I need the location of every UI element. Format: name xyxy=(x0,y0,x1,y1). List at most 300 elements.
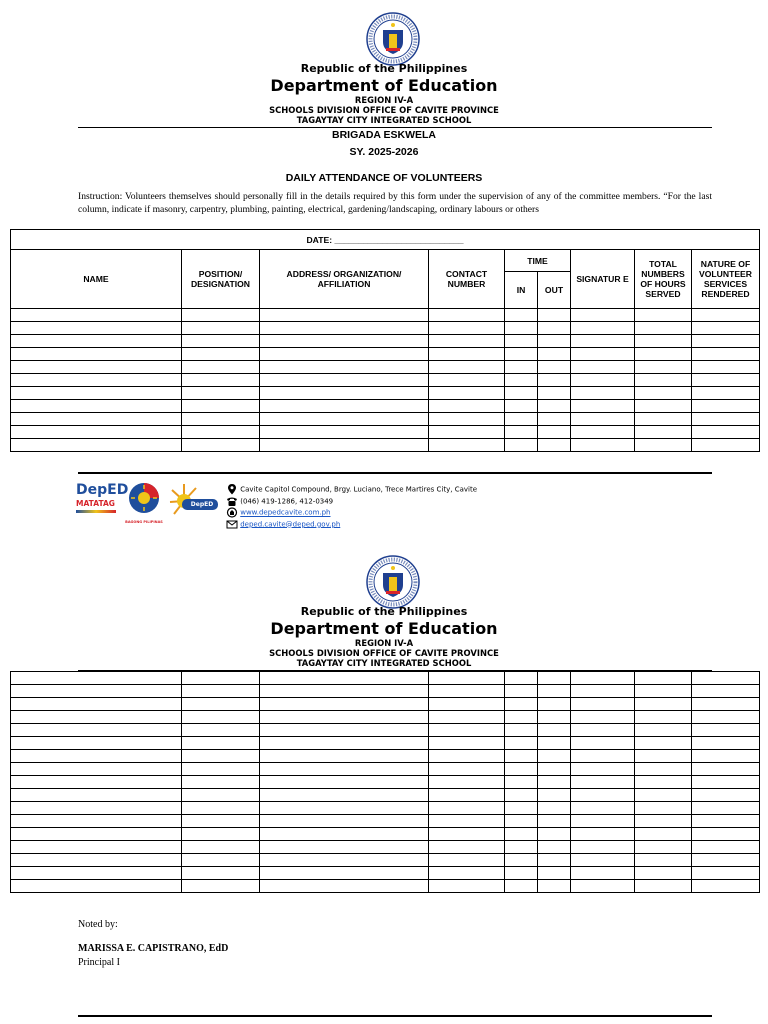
table-cell[interactable] xyxy=(538,854,571,867)
table-cell[interactable] xyxy=(11,763,182,776)
table-cell[interactable] xyxy=(571,880,635,893)
table-cell[interactable] xyxy=(182,439,260,452)
page2-table-row xyxy=(11,854,760,867)
table-cell[interactable] xyxy=(538,789,571,802)
table-cell[interactable] xyxy=(11,815,182,828)
table-cell[interactable] xyxy=(635,711,692,724)
table-cell[interactable] xyxy=(182,361,260,374)
table-cell[interactable] xyxy=(571,400,635,413)
table-cell[interactable] xyxy=(538,724,571,737)
table-cell[interactable] xyxy=(635,426,692,439)
table-cell[interactable] xyxy=(429,854,505,867)
table-cell[interactable] xyxy=(505,672,538,685)
table-cell[interactable] xyxy=(571,387,635,400)
table-cell[interactable] xyxy=(538,802,571,815)
table-cell[interactable] xyxy=(692,335,760,348)
table-cell[interactable] xyxy=(635,361,692,374)
table-cell[interactable] xyxy=(182,737,260,750)
table-cell[interactable] xyxy=(635,854,692,867)
table-cell[interactable] xyxy=(182,698,260,711)
date-cell[interactable] xyxy=(11,230,760,250)
table-cell[interactable] xyxy=(538,374,571,387)
table-cell[interactable] xyxy=(260,880,429,893)
table-cell[interactable] xyxy=(182,322,260,335)
table-cell[interactable] xyxy=(692,815,760,828)
table-cell[interactable] xyxy=(571,763,635,776)
table-cell[interactable] xyxy=(182,750,260,763)
table-cell[interactable] xyxy=(692,711,760,724)
table-cell[interactable] xyxy=(635,789,692,802)
table-cell[interactable] xyxy=(11,880,182,893)
table-cell[interactable] xyxy=(429,348,505,361)
table-cell[interactable] xyxy=(260,802,429,815)
table-cell[interactable] xyxy=(429,439,505,452)
table-cell[interactable] xyxy=(182,776,260,789)
footer-email-link[interactable]: deped.cavite@deped.gov.ph xyxy=(240,520,341,528)
table-cell[interactable] xyxy=(429,361,505,374)
table-cell[interactable] xyxy=(182,711,260,724)
table-cell[interactable] xyxy=(635,400,692,413)
table-cell[interactable] xyxy=(505,698,538,711)
header-time: TIME xyxy=(505,250,571,272)
table-cell[interactable] xyxy=(635,867,692,880)
table-cell[interactable] xyxy=(429,387,505,400)
table-cell[interactable] xyxy=(182,828,260,841)
table-cell[interactable] xyxy=(571,828,635,841)
table-cell[interactable] xyxy=(571,335,635,348)
page2-table-row xyxy=(11,750,760,763)
table-cell[interactable] xyxy=(260,685,429,698)
table-cell[interactable] xyxy=(429,828,505,841)
table-cell[interactable] xyxy=(260,439,429,452)
table-cell[interactable] xyxy=(571,841,635,854)
page2-table-row xyxy=(11,672,760,685)
table-cell[interactable] xyxy=(260,374,429,387)
table-cell[interactable] xyxy=(260,776,429,789)
table-cell[interactable] xyxy=(571,802,635,815)
table-cell[interactable] xyxy=(11,724,182,737)
table-cell[interactable] xyxy=(635,322,692,335)
table-cell[interactable] xyxy=(692,867,760,880)
table-cell[interactable] xyxy=(429,698,505,711)
table-cell[interactable] xyxy=(11,309,182,322)
table-cell[interactable] xyxy=(260,426,429,439)
table-cell[interactable] xyxy=(429,413,505,426)
table-cell[interactable] xyxy=(538,413,571,426)
table-cell[interactable] xyxy=(571,374,635,387)
principal-title: Principal I xyxy=(78,957,120,968)
table-cell[interactable] xyxy=(571,724,635,737)
table-cell[interactable] xyxy=(505,361,538,374)
table-cell[interactable] xyxy=(505,374,538,387)
table-cell[interactable] xyxy=(505,724,538,737)
table-cell[interactable] xyxy=(260,335,429,348)
footer-website-link[interactable]: www.depedcavite.com.ph xyxy=(240,508,331,517)
table-cell[interactable] xyxy=(11,711,182,724)
table-cell[interactable] xyxy=(538,776,571,789)
table-cell[interactable] xyxy=(182,763,260,776)
table-cell[interactable] xyxy=(260,815,429,828)
table-cell[interactable] xyxy=(635,374,692,387)
table-cell[interactable] xyxy=(505,348,538,361)
table-cell[interactable] xyxy=(538,880,571,893)
table-cell[interactable] xyxy=(692,802,760,815)
table-cell[interactable] xyxy=(505,776,538,789)
table-cell[interactable] xyxy=(692,880,760,893)
table-cell[interactable] xyxy=(635,387,692,400)
table-cell[interactable] xyxy=(11,361,182,374)
page1-table-row xyxy=(11,439,760,452)
page2-table-row xyxy=(11,776,760,789)
table-cell[interactable] xyxy=(692,413,760,426)
table-cell[interactable] xyxy=(692,737,760,750)
table-cell[interactable] xyxy=(11,828,182,841)
table-cell[interactable] xyxy=(692,387,760,400)
table-cell[interactable] xyxy=(11,737,182,750)
table-cell[interactable] xyxy=(11,776,182,789)
header-address: ADDRESS/ ORGANIZATION/ AFFILIATION xyxy=(260,250,429,309)
table-cell[interactable] xyxy=(11,854,182,867)
table-cell[interactable] xyxy=(429,841,505,854)
table-cell[interactable] xyxy=(538,348,571,361)
footer-address: Cavite Capitol Compound, Brgy. Luciano, Trece Martires City, Cavite xyxy=(240,485,478,494)
table-cell[interactable] xyxy=(182,854,260,867)
table-cell[interactable] xyxy=(571,413,635,426)
table-cell[interactable] xyxy=(260,841,429,854)
table-cell[interactable] xyxy=(505,737,538,750)
table-cell[interactable] xyxy=(538,672,571,685)
table-cell[interactable] xyxy=(11,426,182,439)
table-cell[interactable] xyxy=(571,737,635,750)
page1-table-row xyxy=(11,426,760,439)
header-time-in: IN xyxy=(505,272,538,309)
table-cell[interactable] xyxy=(635,413,692,426)
table-cell[interactable] xyxy=(692,698,760,711)
table-cell[interactable] xyxy=(635,439,692,452)
table-cell[interactable] xyxy=(538,426,571,439)
table-cell[interactable] xyxy=(505,789,538,802)
table-cell[interactable] xyxy=(635,685,692,698)
table-cell[interactable] xyxy=(538,685,571,698)
school-label: TAGAYTAY CITY INTEGRATED SCHOOL xyxy=(296,115,472,125)
bagong-pilipinas-logo xyxy=(122,480,166,524)
table-cell[interactable] xyxy=(505,387,538,400)
table-cell[interactable] xyxy=(429,724,505,737)
table-cell[interactable] xyxy=(571,672,635,685)
table-cell[interactable] xyxy=(635,724,692,737)
table-cell[interactable] xyxy=(538,815,571,828)
table-cell[interactable] xyxy=(538,841,571,854)
page2-table-row xyxy=(11,789,760,802)
bottom-footer-divider xyxy=(78,1015,712,1017)
table-cell[interactable] xyxy=(538,711,571,724)
table-cell[interactable] xyxy=(635,672,692,685)
footer-contact-block xyxy=(226,484,477,530)
table-cell[interactable] xyxy=(505,335,538,348)
table-cell[interactable] xyxy=(11,685,182,698)
table-cell[interactable] xyxy=(260,867,429,880)
table-cell[interactable] xyxy=(635,841,692,854)
table-cell[interactable] xyxy=(571,776,635,789)
table-cell[interactable] xyxy=(692,361,760,374)
page2-table-row xyxy=(11,711,760,724)
table-cell[interactable] xyxy=(429,867,505,880)
table-cell[interactable] xyxy=(692,672,760,685)
page1-table-row xyxy=(11,400,760,413)
table-cell[interactable] xyxy=(182,789,260,802)
footer-phone-row xyxy=(226,496,477,508)
table-cell[interactable] xyxy=(635,737,692,750)
table-cell[interactable] xyxy=(538,387,571,400)
table-cell[interactable] xyxy=(571,309,635,322)
table-cell[interactable] xyxy=(11,335,182,348)
header-contact: CONTACT NUMBER xyxy=(429,250,505,309)
table-cell[interactable] xyxy=(11,841,182,854)
table-cell[interactable] xyxy=(260,698,429,711)
table-cell[interactable] xyxy=(571,789,635,802)
table-cell[interactable] xyxy=(692,439,760,452)
footer-email-row xyxy=(226,519,477,531)
table-cell[interactable] xyxy=(635,880,692,893)
table-cell[interactable] xyxy=(571,685,635,698)
table-cell[interactable] xyxy=(11,750,182,763)
table-cell[interactable] xyxy=(11,802,182,815)
table-cell[interactable] xyxy=(182,374,260,387)
table-cell[interactable] xyxy=(635,698,692,711)
table-cell[interactable] xyxy=(571,867,635,880)
table-cell[interactable] xyxy=(692,348,760,361)
table-cell[interactable] xyxy=(11,413,182,426)
table-cell[interactable] xyxy=(260,711,429,724)
table-cell[interactable] xyxy=(429,750,505,763)
table-cell[interactable] xyxy=(182,335,260,348)
table-cell[interactable] xyxy=(260,737,429,750)
table-cell[interactable] xyxy=(692,400,760,413)
table-cell[interactable] xyxy=(182,815,260,828)
table-cell[interactable] xyxy=(505,815,538,828)
table-cell[interactable] xyxy=(11,374,182,387)
table-cell[interactable] xyxy=(538,335,571,348)
table-cell[interactable] xyxy=(505,439,538,452)
table-cell[interactable] xyxy=(571,361,635,374)
table-cell[interactable] xyxy=(505,413,538,426)
table-cell[interactable] xyxy=(429,789,505,802)
table-body-page2 xyxy=(11,672,760,893)
deped-seal-logo xyxy=(366,12,420,66)
table-cell[interactable] xyxy=(571,711,635,724)
deped-seal-logo-page2 xyxy=(366,555,420,609)
table-cell[interactable] xyxy=(182,841,260,854)
table-cell[interactable] xyxy=(429,672,505,685)
table-cell[interactable] xyxy=(692,724,760,737)
table-cell[interactable] xyxy=(11,698,182,711)
table-cell[interactable] xyxy=(260,322,429,335)
table-cell[interactable] xyxy=(635,750,692,763)
table-cell[interactable] xyxy=(182,672,260,685)
table-cell[interactable] xyxy=(182,724,260,737)
table-cell[interactable] xyxy=(505,711,538,724)
table-cell[interactable] xyxy=(692,750,760,763)
page1-table-row xyxy=(11,413,760,426)
table-cell[interactable] xyxy=(11,400,182,413)
table-cell[interactable] xyxy=(571,854,635,867)
table-cell[interactable] xyxy=(429,815,505,828)
telephone-icon xyxy=(226,496,238,507)
table-cell[interactable] xyxy=(571,815,635,828)
table-cell[interactable] xyxy=(11,322,182,335)
table-cell[interactable] xyxy=(692,828,760,841)
table-cell[interactable] xyxy=(538,322,571,335)
table-cell[interactable] xyxy=(11,867,182,880)
page2-table-row xyxy=(11,841,760,854)
table-cell[interactable] xyxy=(182,309,260,322)
table-cell[interactable] xyxy=(538,737,571,750)
table-body-page1 xyxy=(11,309,760,452)
table-cell[interactable] xyxy=(260,763,429,776)
table-cell[interactable] xyxy=(429,400,505,413)
table-cell[interactable] xyxy=(692,776,760,789)
table-cell[interactable] xyxy=(692,322,760,335)
table-cell[interactable] xyxy=(505,867,538,880)
table-cell[interactable] xyxy=(505,880,538,893)
division-label: SCHOOLS DIVISION OFFICE OF CAVITE PROVINCE xyxy=(269,105,499,115)
table-cell[interactable] xyxy=(11,387,182,400)
table-cell[interactable] xyxy=(260,828,429,841)
table-cell[interactable] xyxy=(571,750,635,763)
table-cell[interactable] xyxy=(505,322,538,335)
table-cell[interactable] xyxy=(538,400,571,413)
table-cell[interactable] xyxy=(429,763,505,776)
table-cell[interactable] xyxy=(11,789,182,802)
table-cell[interactable] xyxy=(571,439,635,452)
header-total-hours: TOTAL NUMBERS OF HOURS SERVED xyxy=(635,250,692,309)
table-cell[interactable] xyxy=(260,724,429,737)
table-cell[interactable] xyxy=(505,750,538,763)
table-cell[interactable] xyxy=(260,854,429,867)
table-cell[interactable] xyxy=(538,439,571,452)
page2-table-row xyxy=(11,867,760,880)
school-label-page2: TAGAYTAY CITY INTEGRATED SCHOOL xyxy=(296,658,472,668)
header-position: POSITION/ DESIGNATION xyxy=(182,250,260,309)
table-cell[interactable] xyxy=(538,763,571,776)
table-cell[interactable] xyxy=(505,828,538,841)
table-cell[interactable] xyxy=(635,802,692,815)
table-cell[interactable] xyxy=(635,348,692,361)
table-cell[interactable] xyxy=(505,841,538,854)
deped-cavite-text: DepED CAVITE xyxy=(190,501,214,517)
table-cell[interactable] xyxy=(635,335,692,348)
table-cell[interactable] xyxy=(692,763,760,776)
table-cell[interactable] xyxy=(11,348,182,361)
table-cell[interactable] xyxy=(260,413,429,426)
table-cell[interactable] xyxy=(505,685,538,698)
table-cell[interactable] xyxy=(538,361,571,374)
table-cell[interactable] xyxy=(635,763,692,776)
table-cell[interactable] xyxy=(571,322,635,335)
table-cell[interactable] xyxy=(635,309,692,322)
table-cell[interactable] xyxy=(182,802,260,815)
page2-table-row xyxy=(11,724,760,737)
table-cell[interactable] xyxy=(692,854,760,867)
table-cell[interactable] xyxy=(505,400,538,413)
table-cell[interactable] xyxy=(692,789,760,802)
footer-divider xyxy=(78,472,712,474)
table-cell[interactable] xyxy=(538,750,571,763)
footer-address-row xyxy=(226,484,477,496)
table-cell[interactable] xyxy=(182,880,260,893)
table-cell[interactable] xyxy=(692,426,760,439)
table-cell[interactable] xyxy=(429,335,505,348)
table-cell[interactable] xyxy=(260,348,429,361)
table-cell[interactable] xyxy=(182,400,260,413)
table-cell[interactable] xyxy=(429,880,505,893)
table-cell[interactable] xyxy=(429,374,505,387)
table-cell[interactable] xyxy=(635,828,692,841)
deped-matatag-logo xyxy=(76,482,129,522)
page1-table-row xyxy=(11,309,760,322)
table-cell[interactable] xyxy=(538,309,571,322)
table-cell[interactable] xyxy=(260,361,429,374)
table-cell[interactable] xyxy=(692,309,760,322)
table-cell[interactable] xyxy=(571,698,635,711)
table-cell[interactable] xyxy=(260,672,429,685)
table-cell[interactable] xyxy=(182,867,260,880)
table-cell[interactable] xyxy=(182,348,260,361)
table-cell[interactable] xyxy=(260,789,429,802)
table-cell[interactable] xyxy=(11,439,182,452)
table-cell[interactable] xyxy=(505,854,538,867)
table-cell[interactable] xyxy=(429,802,505,815)
attendance-table-page2 xyxy=(10,671,760,893)
table-cell[interactable] xyxy=(635,815,692,828)
table-cell[interactable] xyxy=(11,672,182,685)
table-cell[interactable] xyxy=(505,802,538,815)
table-cell[interactable] xyxy=(538,828,571,841)
table-cell[interactable] xyxy=(260,387,429,400)
table-cell[interactable] xyxy=(538,867,571,880)
table-cell[interactable] xyxy=(429,426,505,439)
table-cell[interactable] xyxy=(538,698,571,711)
table-cell[interactable] xyxy=(429,711,505,724)
table-cell[interactable] xyxy=(692,685,760,698)
table-cell[interactable] xyxy=(635,776,692,789)
table-cell[interactable] xyxy=(429,685,505,698)
table-cell[interactable] xyxy=(692,374,760,387)
table-cell[interactable] xyxy=(182,387,260,400)
school-year-label: SY. 2025-2026 xyxy=(349,146,419,158)
table-cell[interactable] xyxy=(260,750,429,763)
republic-label: Republic of the Philippines xyxy=(300,62,468,75)
table-cell[interactable] xyxy=(260,309,429,322)
table-cell[interactable] xyxy=(692,841,760,854)
table-cell[interactable] xyxy=(571,348,635,361)
table-cell[interactable] xyxy=(505,763,538,776)
table-cell[interactable] xyxy=(429,322,505,335)
footer-phone: (046) 419-1286, 412-0349 xyxy=(240,497,334,505)
table-cell[interactable] xyxy=(505,426,538,439)
table-cell[interactable] xyxy=(182,685,260,698)
table-cell[interactable] xyxy=(505,309,538,322)
table-cell[interactable] xyxy=(429,309,505,322)
region-label: REGION IV-A xyxy=(354,95,414,105)
table-cell[interactable] xyxy=(182,413,260,426)
table-cell[interactable] xyxy=(571,426,635,439)
table-cell[interactable] xyxy=(182,426,260,439)
table-cell[interactable] xyxy=(429,776,505,789)
table-cell[interactable] xyxy=(260,400,429,413)
header-name: NAME xyxy=(11,250,182,309)
table-cell[interactable] xyxy=(429,737,505,750)
